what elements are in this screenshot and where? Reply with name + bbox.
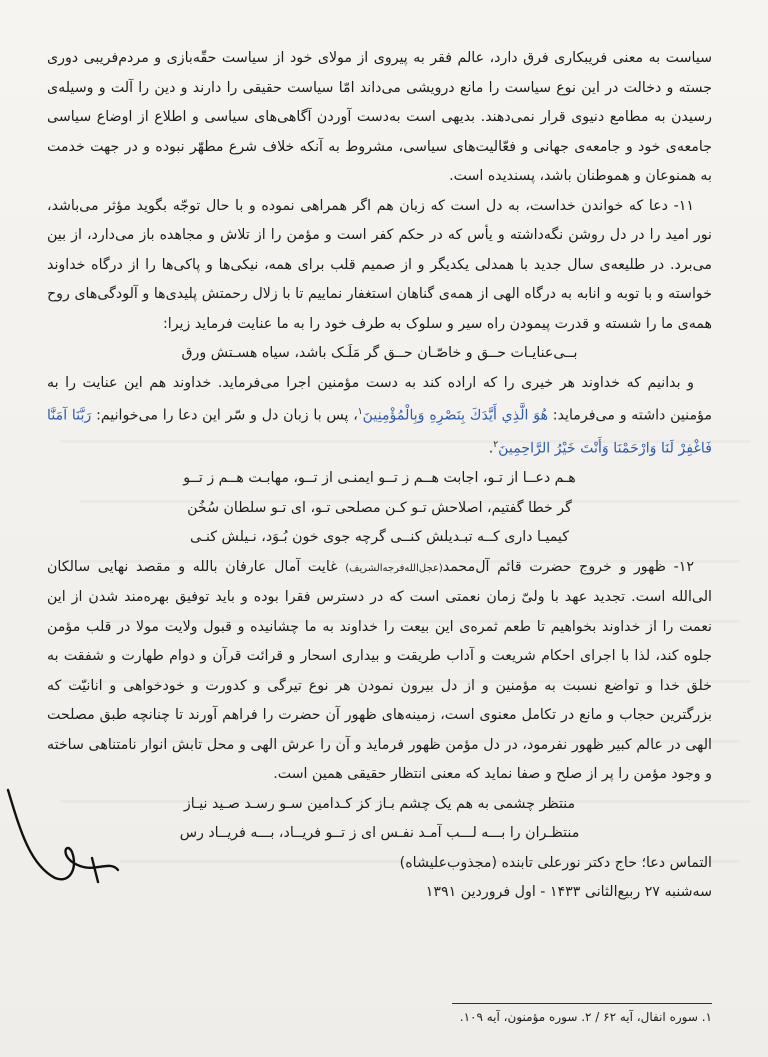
paragraph-blessing-mid: ، پس با زبان دل و سّر این دعا را می‌خوانیم: [91,407,358,424]
paragraph-reappearance-rest: غایت آمال عارفان بالله و مقصد نهایی سالکان الی‌الله است. تجدید عهد با ولیّ زمان نعمتی است که در دسترس فقرا بوده و باید توفیق بهره‌مند شدن از این نعمت را از خداوند بخواهیم تا طعم ثمره‌ی این بیعت را خداوند به ما چشانیده و قبول ولایت مولا در قلب مؤمن جلوه کند، لذا با اجرای احکام شریعت و آداب طریقت و بیداری اسحار و قرائت قرآن و دوام طهارت و شفقت به خلق خدا و تواضع نسبت به مؤمنین و از دل بیرون نمودن هر نوع تیرگی و کدورت و خودخواهی و انانیّت که بزرگترین حجاب و مانع در تکامل معنوی است، زمینه‌های ظهور آن حضرت را فراهم آورند تا چنانچه طبق مصلحت الهی در عالم کبیر ظهور نفرمود، در دل مؤمن ظهور فرماید و آن را عرش الهی و محل تابش انوار نامتناهی ساخته و وجود مؤمن را پر از صلح و صفا نماید که معنی انتظار حقیقی همین است. [47,558,712,783]
paragraph-blessing-start: و بدانیم که خداوند هر خیری را که اراده کند به دست مؤمنین اجرا می‌فرماید. خداوند هم این عنایت را به مؤمنین داشته و می‌فرماید: [47,374,712,424]
date-line: سه‌شنبه ۲۷ ربیع‌الثانی ۱۴۳۳ - اول فروردین ۱۳۹۱ [425,884,712,901]
footnote: ۱. سوره انفال، آیه ۶۲ / ۲. سوره مؤمنون، آیه ۱۰۹. [459,1010,712,1024]
verse-line-5: منتظر چشمی به هم یک چشم بـاز کز کـدامین سـو رسـد صـید نیـاز [183,795,576,812]
paragraph-blessing-end: . [488,440,494,457]
verse-line-1: بــی‌عنایـات حــق و خاصّـان حــق گر مَلَـک باشد، سیاه هسـتش ورق [181,345,578,361]
quran-verse-1: هُوَ الَّذِي أَيَّدَكَ بِنَصْرِهِ وَبِالْمُؤْمِنِينَ [362,407,549,424]
verse-line-4: کیمیـا داری کــه تبـدیلش کنــی گرچه جوی خون بُـوَد، نـیلش کنـی [190,529,569,546]
paragraph-blessing [47,369,712,465]
footnote-divider [452,1003,712,1004]
footnote-ref-2: ۲ [493,440,499,451]
paragraph-prayer: ۱۱- دعا که خواندن خداست، به دل است که زبان هم اگر همراهی نموده و با حال توجّه بگوید مؤثر می‌باشد، نور امید را در دل روشن نگه‌داشته و یأس که در حکم کفر است و مؤمن را از تلاش و مجاهده باز می‌دارد، از بین می‌برد. در طلیعه‌ی سال جدید با همدلی یکدیگر و از صمیم قلب برای همه، نیکی‌ها و پاکی‌ها را از درگاه خداوند خواسته و با توبه و انابه به درگاه الهی از همه‌ی گناهان استغفار نماییم تا با زلال رحمتش پلیدی‌ها و آلودگی‌های روح همه‌ی ما را شسته و قدرت پیمودن راه سیر و سلوک به طرف خود را به ما عنایت فرماید زیرا: [47,197,712,332]
verse-line-3: گر خطا گفتیم، اصلاحش تـو کـن مصلحی تـو، ای تـو سلطان سُخُن [187,499,572,516]
quran-verse-2: رَبَّنَا آمَنَّا فَاغْفِرْ لَنَا وَارْحَمْنَا وَأَنْتَ خَيْرُ الرَّاحِمِينَ [47,407,712,457]
paragraph-reappearance [47,553,712,790]
verse-line-6: منتظـران را بـــه لـــب آمـد نفـس ای ز تــو فریــاد، بـــه فریــاد رس [179,825,580,842]
footnote-ref-1: ۱ [357,407,363,417]
honorific: (عجل‌الله‌فرجه‌الشریف) [345,562,443,574]
paragraph-reappearance-start: ۱۲- ظهور و خروج حضرت قائم آل‌محمد [442,558,695,575]
signature: التماس دعا؛ حاج دکتر نورعلی تابنده (مجذوب‌علیشاه) [399,854,712,871]
paragraph-politics: سیاست به معنی فریبکاری فرق دارد، عالم فقر به پیروی از مولای خود از سیاست حقّه‌بازی و مردم‌فریبی دوری جسته و دخالت در این نوع سیاست را مانع درویشی می‌داند امّا سیاست حقیقی را دارند و دین را آلت و وسیله‌ی رسیدن به مطامع دنیوی قرار نمی‌دهند. بدیهی است به‌دست آوردن آگاهی‌های سیاسی و اطلاع از اوضاع سیاسی جامعه‌ی خود و جامعه‌ی جهانی و فعّالیت‌های سیاسی، مشروط به آنکه خلاف شرع مطهّر نبوده و در جهت خدمت به همنوعان و هموطنان باشد، پسندیده است. [47,50,712,184]
verse-line-2: هـم دعــا از تـو، اجابت هــم ز تــو ایمنـی از تــو، مهابـت هــم ز تــو [183,470,576,487]
handwritten-signature-image [0,770,150,900]
